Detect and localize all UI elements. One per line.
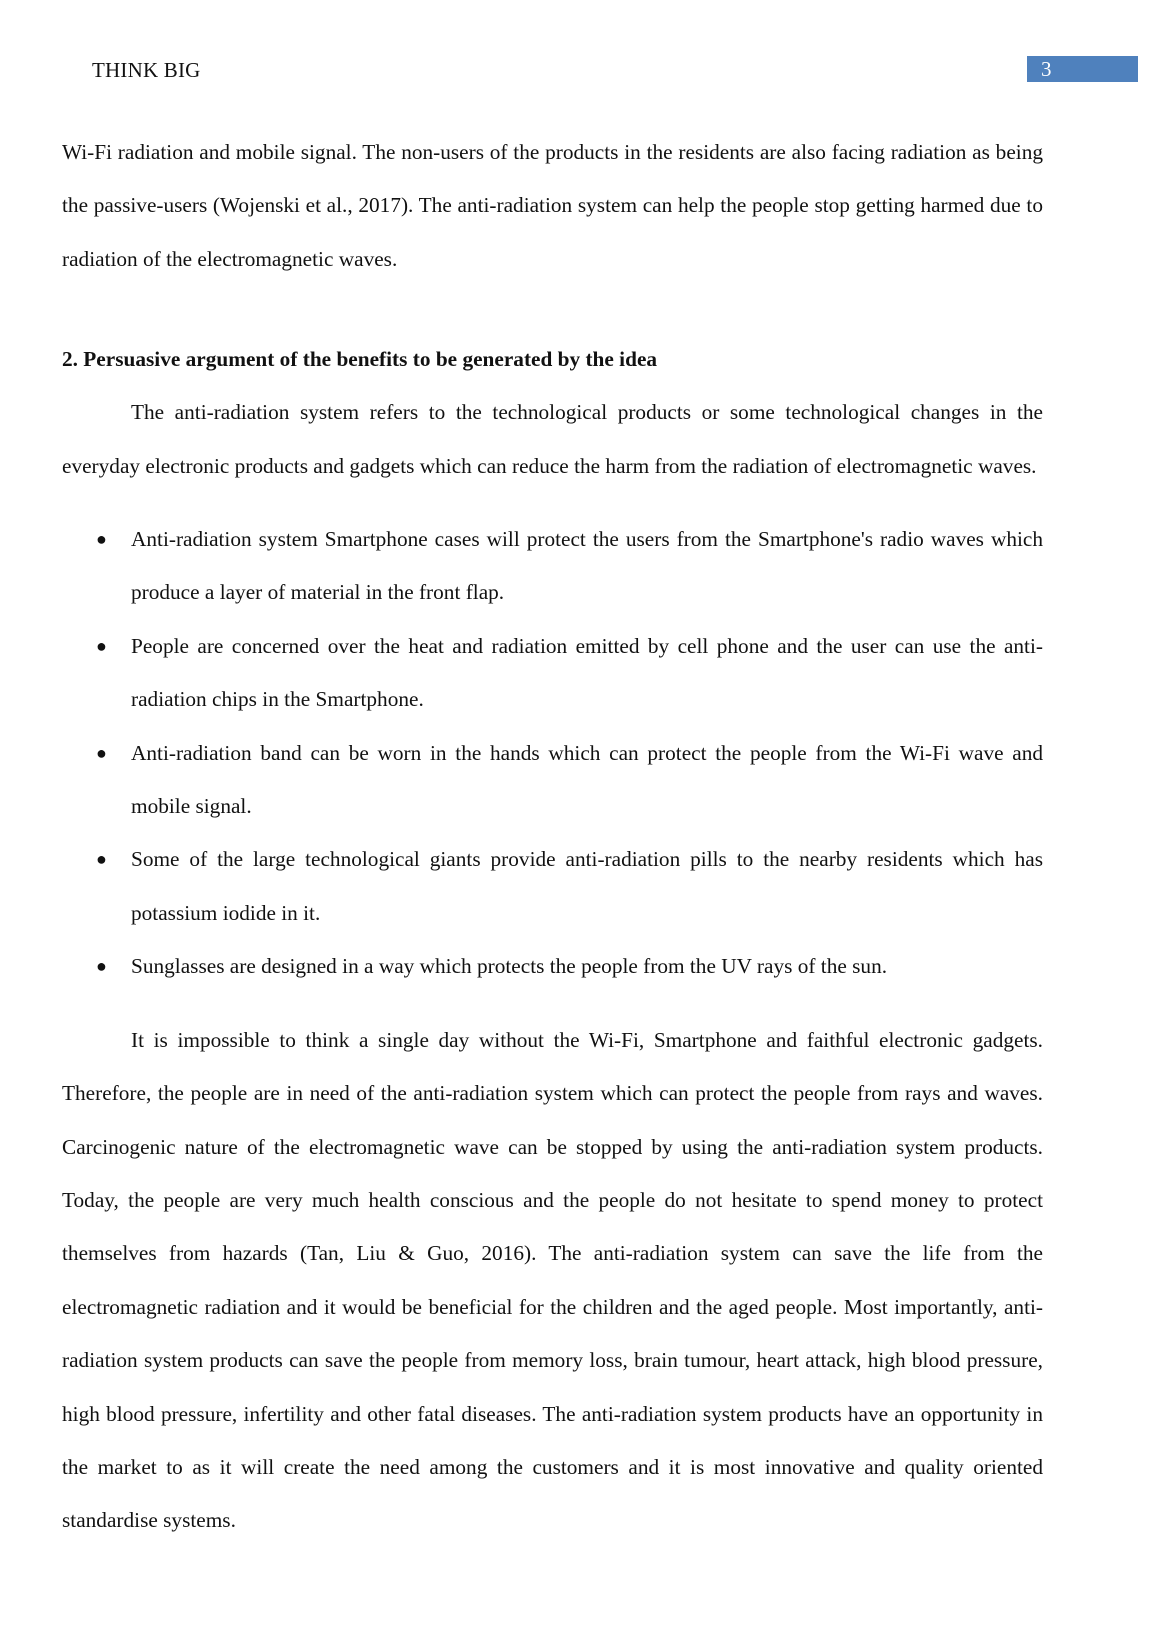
bullet-icon: ● xyxy=(96,849,107,870)
list-item-text: Anti-radiation band can be worn in the hands which can protect the people from the Wi-Fi wave and mobile signal. xyxy=(131,740,1043,819)
list-item xyxy=(62,513,1043,620)
list-item xyxy=(62,940,1043,993)
list-item xyxy=(62,727,1043,834)
bullet-list xyxy=(62,513,1043,994)
intro-paragraph: Wi-Fi radiation and mobile signal. The non-users of the products in the residents are also facing radiation as being the passive-users (Wojenski et al., 2017). The anti-radiation system can help the people stop getting harmed due to radiation of the electromagnetic waves. xyxy=(62,140,1043,271)
body-paragraph: The anti-radiation system refers to the technological products or some technological changes in the everyday electronic products and gadgets which can reduce the harm from the radiation of electromagnetic waves. xyxy=(62,400,1043,478)
list-item-text: Sunglasses are designed in a way which protects the people from the UV rays of the sun. xyxy=(131,954,888,979)
section-heading: 2. Persuasive argument of the benefits to be generated by the idea xyxy=(62,347,658,372)
running-header-title: THINK BIG xyxy=(92,58,201,82)
bullet-icon: ● xyxy=(96,956,107,977)
document-body xyxy=(62,126,1043,1548)
bullet-icon: ● xyxy=(96,529,107,550)
bullet-icon: ● xyxy=(96,635,107,656)
list-item xyxy=(62,620,1043,727)
list-item-text: People are concerned over the heat and radiation emitted by cell phone and the user can use the anti-radiation chips in the Smartphone. xyxy=(131,633,1043,712)
list-item-text: Anti-radiation system Smartphone cases will protect the users from the Smartphone's radio waves which produce a layer of material in the front flap. xyxy=(131,527,1043,605)
page-number: 3 xyxy=(1027,56,1138,82)
list-item-text: Some of the large technological giants provide anti-radiation pills to the nearby residents which has potassium iodide in it. xyxy=(131,847,1043,925)
bullet-icon: ● xyxy=(96,742,107,763)
body-paragraph: It is impossible to think a single day without the Wi-Fi, Smartphone and faithful electronic gadgets. Therefore, the people are in need of the anti-radiation system which can protect the people from rays and waves. Carcinogenic nature of the electromagnetic wave can be stopped by using the anti-radiation system products. Today, the people are very much health conscious and the people do not hesitate to spend money to protect themselves from hazards (Tan, Liu & Guo, 2016). The anti-radiation system can save the life from the electromagnetic radiation and it would be beneficial for the children and the aged people. Most importantly, anti-radiation system products can save the people from memory loss, brain tumour, heart attack, high blood pressure, high blood pressure, infertility and other fatal diseases. The anti-radiation system products have an opportunity in the market to as it will create the need among the customers and it is most innovative and quality oriented standardise systems. xyxy=(62,1027,1043,1533)
list-item xyxy=(62,833,1043,940)
